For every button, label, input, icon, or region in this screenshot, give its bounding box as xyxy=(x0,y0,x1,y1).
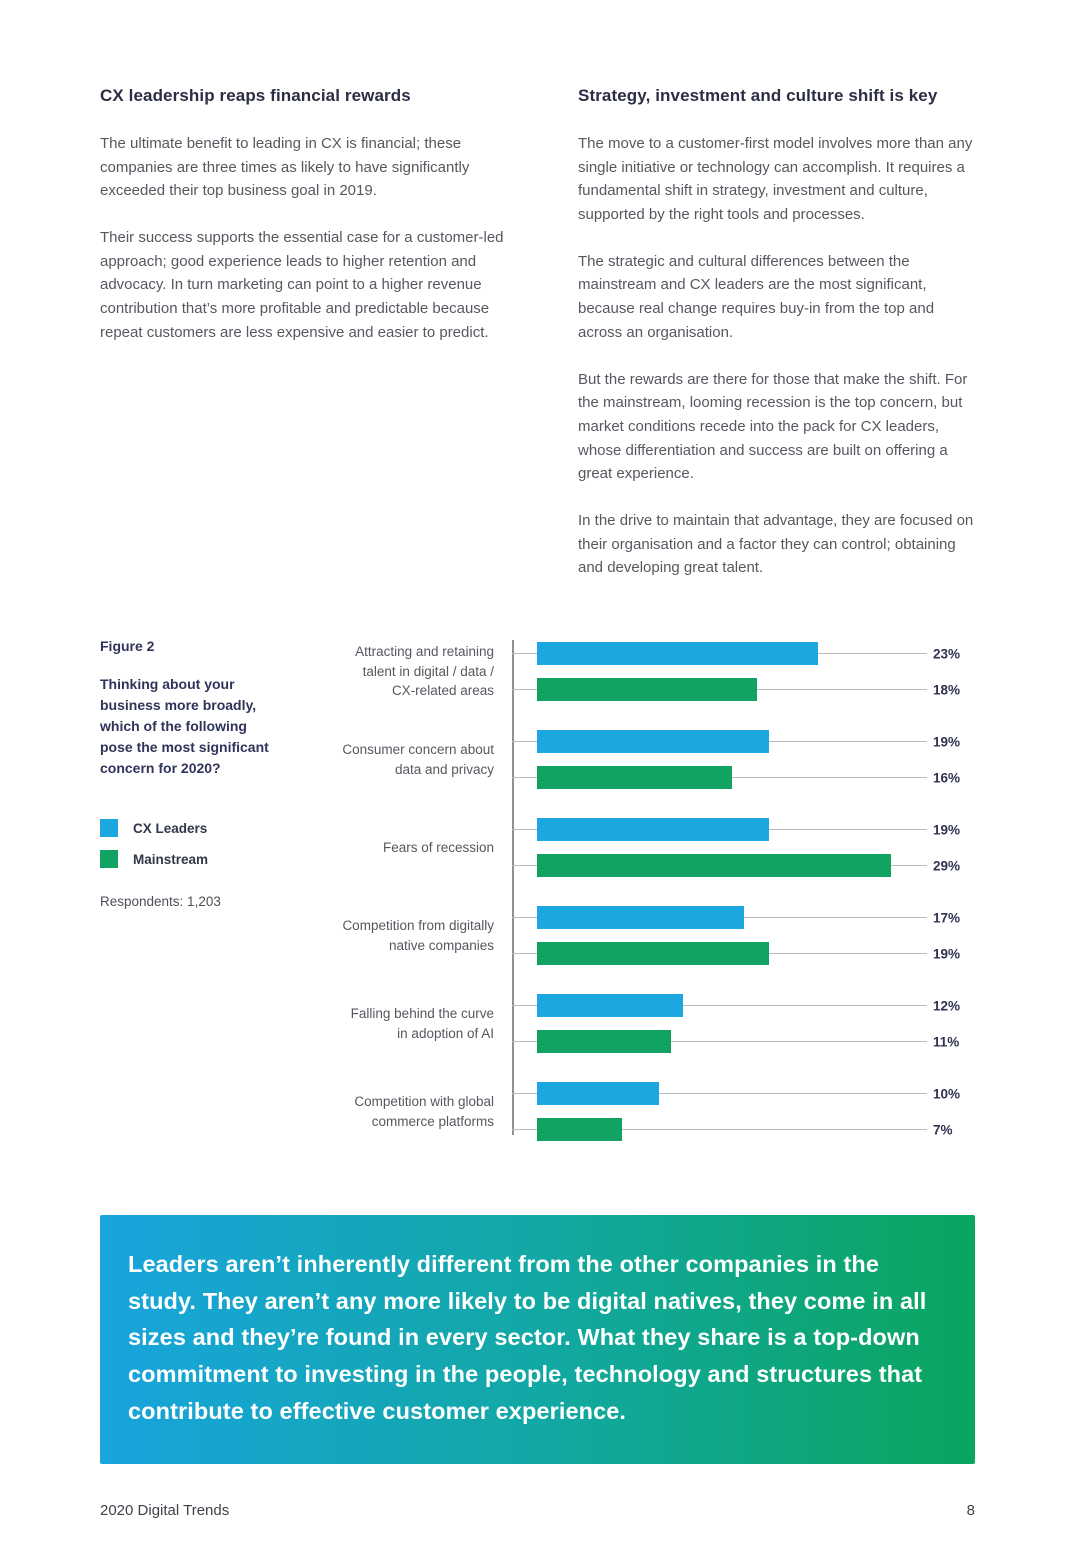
bar-mainstream xyxy=(537,942,769,965)
chart-bar-group xyxy=(512,730,975,789)
bar-value-label: 17% xyxy=(933,910,961,925)
legend-swatch-blue-icon xyxy=(100,819,118,837)
legend-item-cx-leaders xyxy=(100,819,340,837)
chart-group-row xyxy=(340,906,975,965)
bar-cx-leaders xyxy=(537,642,818,665)
column-left xyxy=(100,86,512,580)
bar-mainstream xyxy=(537,854,891,877)
chart-group-row xyxy=(340,730,975,789)
chart-category-label: Competition with global commerce platforms xyxy=(354,1093,494,1129)
respondents-note: Respondents: 1,203 xyxy=(100,894,221,909)
pull-quote-box xyxy=(100,1215,975,1464)
bar-value-label: 29% xyxy=(933,858,961,873)
bar-value-label: 23% xyxy=(933,646,961,661)
bar-row xyxy=(512,1030,975,1053)
paragraph: The strategic and cultural differences between the mainstream and CX leaders are the most significant, because real change requires buy-in from the top and across an organisation. xyxy=(578,252,935,341)
bar-cx-leaders xyxy=(537,994,683,1017)
chart-category-label: Attracting and retaining talent in digital / data / CX-related areas xyxy=(355,644,494,699)
bar-row xyxy=(512,678,975,701)
bar-row xyxy=(512,818,975,841)
bar-value-label: 19% xyxy=(933,822,961,837)
bar-row xyxy=(512,1082,975,1105)
bar-mainstream xyxy=(537,766,732,789)
chart-group-row xyxy=(340,642,975,701)
bar-value-label: 7% xyxy=(933,1122,953,1137)
page-footer xyxy=(100,1502,975,1519)
bar-value-label: 11% xyxy=(933,1034,960,1049)
bar-cx-leaders xyxy=(537,818,769,841)
paragraph: The ultimate benefit to leading in CX is financial; these companies are three times as likely to have significantly exceeded their top business goal in 2019. xyxy=(100,135,470,200)
bar-row xyxy=(512,942,975,965)
figure-question: Thinking about your business more broadly, which of the following pose the most significant concern for 2020? xyxy=(100,676,269,776)
legend-label: Mainstream xyxy=(133,851,209,867)
bar-row xyxy=(512,1118,975,1141)
chart-category-label: Falling behind the curve in adoption of AI xyxy=(350,1005,494,1041)
section-heading-right: Strategy, investment and culture shift is key xyxy=(578,86,938,105)
chart-bar-group xyxy=(512,1082,975,1141)
bar-value-label: 10% xyxy=(933,1086,961,1101)
bar-cx-leaders xyxy=(537,906,744,929)
figure-info-panel xyxy=(100,638,340,1141)
paragraph: In the drive to maintain that advantage, they are focused on their organisation and a factor they can control; obtaining and developing great talent. xyxy=(578,511,974,577)
bar-mainstream xyxy=(537,1030,671,1053)
chart-bar-group xyxy=(512,994,975,1053)
pull-quote-text: Leaders aren’t inherently different from the other companies in the study. They aren’t any more likely to be digital natives, they come in all sizes and they’re found in every sector. What they share is a top-down commitment to investing in the people, technology and structures that contribute to effective customer experience. xyxy=(128,1251,927,1424)
chart-group-row xyxy=(340,1082,975,1141)
bar-row xyxy=(512,642,975,665)
bar-chart xyxy=(340,638,975,1141)
bar-mainstream xyxy=(537,1118,622,1141)
bar-cx-leaders xyxy=(537,1082,659,1105)
chart-category-label: Consumer concern about data and privacy xyxy=(342,741,494,777)
section-heading-left: CX leadership reaps financial rewards xyxy=(100,86,411,105)
intro-columns xyxy=(100,86,975,580)
bar-row xyxy=(512,730,975,753)
chart-bar-group xyxy=(512,818,975,877)
bar-mainstream xyxy=(537,678,757,701)
bar-row xyxy=(512,854,975,877)
column-right xyxy=(578,86,975,580)
chart-legend xyxy=(100,819,340,868)
chart-category-label: Fears of recession xyxy=(382,839,494,855)
bar-row xyxy=(512,994,975,1017)
paragraph: The move to a customer-first model involves more than any single initiative or technology can accomplish. It requires a fundamental shift in strategy, investment and culture, supported by the right tools and processes. xyxy=(578,135,973,224)
chart-group-row xyxy=(340,818,975,877)
footer-page-number: 8 xyxy=(966,1502,975,1520)
footer-document-title: 2020 Digital Trends xyxy=(100,1502,230,1520)
bar-value-label: 18% xyxy=(933,682,961,697)
bar-value-label: 19% xyxy=(933,946,961,961)
bar-row xyxy=(512,766,975,789)
chart-group-row xyxy=(340,994,975,1053)
bar-value-label: 16% xyxy=(933,770,961,785)
legend-swatch-green-icon xyxy=(100,850,118,868)
bar-cx-leaders xyxy=(537,730,769,753)
legend-item-mainstream xyxy=(100,850,340,868)
bar-row xyxy=(512,906,975,929)
chart-axis-line xyxy=(512,640,514,1135)
chart-bar-group xyxy=(512,642,975,701)
paragraph: Their success supports the essential case for a customer-led approach; good experience leads to higher retention and advocacy. In turn marketing can point to a higher revenue contribution that’s more profitable and predictable because repeat customers are less expensive and easier to predict. xyxy=(100,229,504,341)
figure-label: Figure 2 xyxy=(100,638,155,654)
chart-category-label: Competition from digitally native companies xyxy=(342,917,494,953)
paragraph: But the rewards are there for those that make the shift. For the mainstream, looming recession is the top concern, but market conditions recede into the pack for CX leaders, whose differentiation and success are built on offering a great experience. xyxy=(578,370,968,483)
legend-label: CX Leaders xyxy=(133,820,208,836)
bar-value-label: 12% xyxy=(933,998,961,1013)
bar-value-label: 19% xyxy=(933,734,961,749)
chart-bar-group xyxy=(512,906,975,965)
figure-2-section xyxy=(100,638,975,1141)
